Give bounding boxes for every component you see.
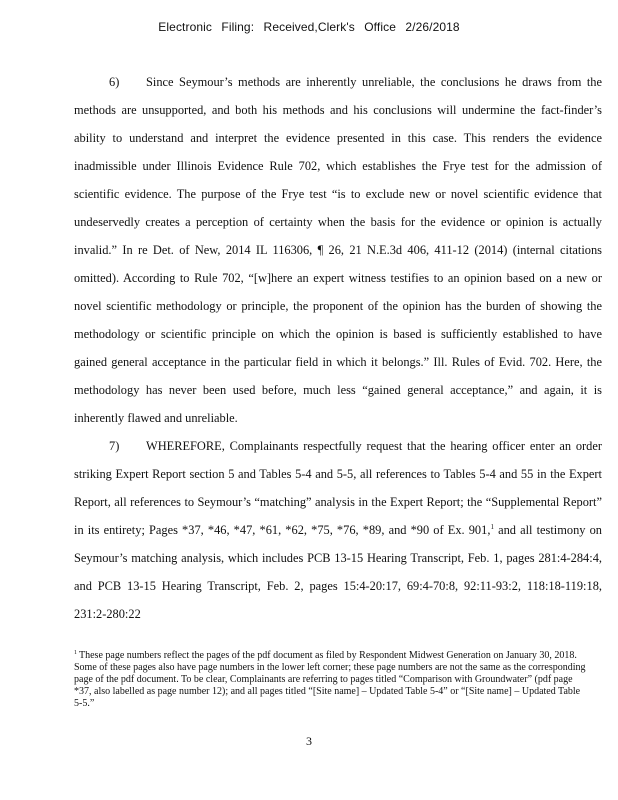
footnote-marker: 1 <box>74 649 77 656</box>
footnote-text: These page numbers reflect the pages of the pdf document as filed by Respondent Midwest Generation on January 30, 2018. Some of these pages also have page numbers in the lower left corner; these page numbers are not the same as the corresponding page of the pdf document. To be clear, Complainants are referring to pages titled “Comparison with Groundwater” (pdf page *37, also labelled as page number 12); and all pages titled “[Site name] – Updated Table 5-4” or “[Site name] – Updated Table 5-5.” <box>74 650 586 709</box>
electronic-filing-header: Electronic Filing: Received,Clerk's Office 2/26/2018 <box>158 20 460 34</box>
paragraph-number: 6) <box>109 75 120 89</box>
paragraph-text-continued: and all testimony on Seymour’s matching analysis, which includes PCB 13-15 Hearing Transcript, Feb. 1, pages 281:4-284:4, and PCB 13-15 Hearing Transcript, Feb. 2, pages 15:4-20:17, 69:4-70:8, 92:11-93:2, 118:18-119:18, 231:2-280:22 <box>74 523 602 621</box>
footnote-separator <box>74 640 254 641</box>
paragraph-text: WHEREFORE, Complainants respectfully request that the hearing officer enter an order striking Expert Report section 5 and Tables 5-4 and 5-5, all references to Tables 5-4 and 55 in the Expert Report, all references to Seymour’s “matching” analysis in the Expert Report; the “Supplemental Report” in its entirety; Pages *37, *46, *47, *61, *62, *75, *76, *89, and *90 of Ex. 901, <box>74 439 602 537</box>
footnote-reference: 1 <box>490 522 494 531</box>
paragraph-6 <box>74 68 602 432</box>
document-body <box>74 68 602 628</box>
page-number: 3 <box>306 734 312 748</box>
paragraph-7 <box>74 432 602 628</box>
paragraph-text: Since Seymour’s methods are inherently unreliable, the conclusions he draws from the methods are unsupported, and both his methods and his conclusions will undermine the fact-finder’s ability to understand and interpret the evidence presented in this case. This renders the evidence inadmissible under Illinois Evidence Rule 702, which establishes the Frye test for the admission of scientific evidence. The purpose of the Frye test “is to exclude new or novel scientific evidence that undeservedly creates a perception of certainty when the basis for the evidence or opinion is actually invalid.” In re Det. of New, 2014 IL 116306, ¶ 26, 21 N.E.3d 406, 411-12 (2014) (internal citations omitted). According to Rule 702, “[w]here an expert witness testifies to an opinion based on a new or novel scientific methodology or principle, the proponent of the opinion has the burden of showing the methodology or scientific principle on which the opinion is based is sufficiently established to have gained general acceptance in the particular field in which it belongs.” Ill. Rules of Evid. 702. Here, the methodology has never been used before, much less “gained general acceptance,” and again, it is inherently flawed and unreliable. <box>74 75 602 425</box>
paragraph-number: 7) <box>109 439 120 453</box>
footnote <box>74 650 588 710</box>
